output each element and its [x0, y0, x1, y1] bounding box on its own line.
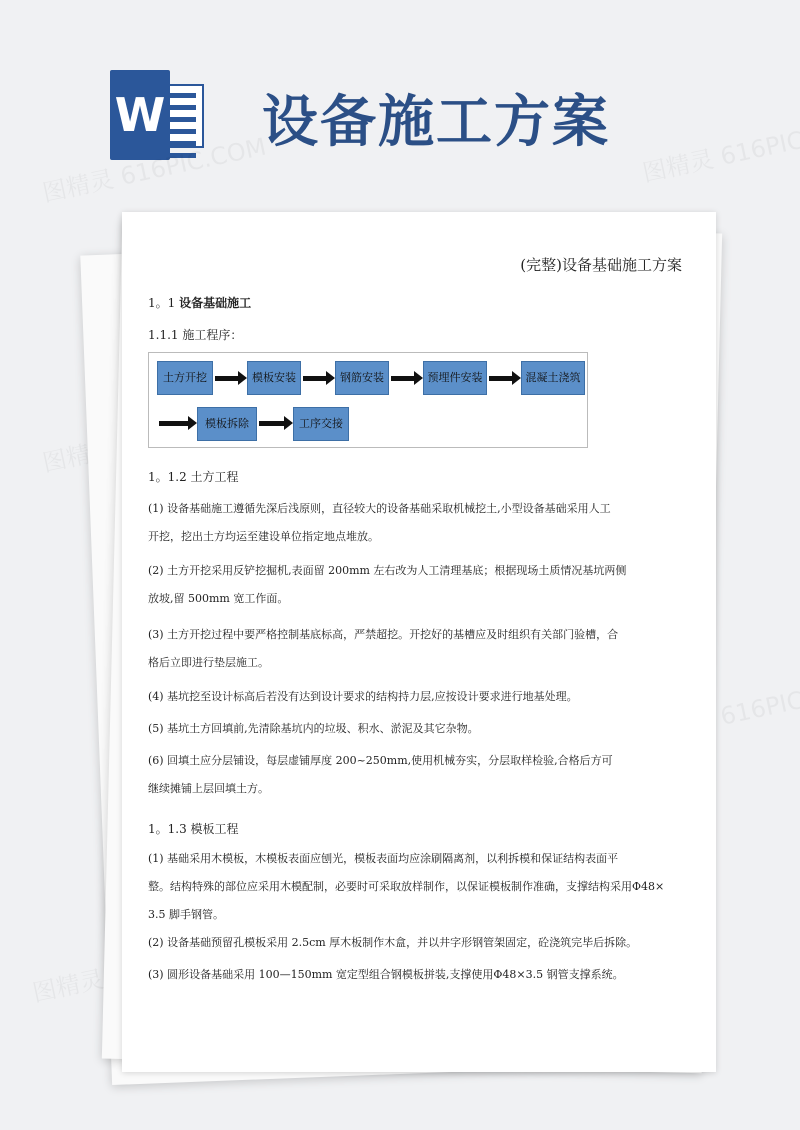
arrow-icon: [391, 376, 415, 381]
paragraph-q3: (3) 圆形设备基础采用 100—150mm 宽定型组合钢模板拼装,支撑使用Φ48×3.5 钢管支撑系统。: [148, 968, 624, 981]
arrow-icon: [303, 376, 327, 381]
arrow-icon: [215, 376, 239, 381]
flow-step: 混凝土浇筑: [521, 361, 585, 395]
paragraph-q2: (2) 设备基础预留孔模板采用 2.5cm 厚木板制作木盒，并以井字形钢管架固定，砼浇筑完毕后拆除。: [148, 936, 638, 949]
document-title: (完整)设备基础施工方案: [520, 256, 682, 274]
section-heading-1-1: 1。1 设备基础施工: [148, 296, 252, 310]
flow-step: 预埋件安装: [423, 361, 487, 395]
paragraph-2: (2) 土方开挖采用反铲挖掘机,表面留 200mm 左右改为人工清理基底；根据现场土质情况基坑两侧 放坡,留 500mm 宽工作面。: [148, 564, 627, 605]
flow-step: 模板拆除: [197, 407, 257, 441]
section-heading-1-1-2: 1。1.2 土方工程: [148, 470, 239, 484]
section-heading-1-1-1: 1.1.1 施工程序：: [148, 328, 243, 342]
flow-step: 工序交接: [293, 407, 349, 441]
flow-step: 土方开挖: [157, 361, 213, 395]
section-heading-1-1-3: 1。1.3 模板工程: [148, 822, 239, 836]
word-icon: [110, 70, 210, 160]
arrow-icon: [489, 376, 513, 381]
arrow-icon: [259, 421, 285, 426]
paragraph-3: (3) 土方开挖过程中要严格控制基底标高，严禁超挖。开挖好的基槽应及时组织有关部门验槽，合 格后立即进行垫层施工。: [148, 628, 619, 669]
flow-step: 模板安装: [247, 361, 301, 395]
banner: [0, 0, 800, 200]
paragraph-5: (5) 基坑土方回填前,先清除基坑内的垃圾、积水、淤泥及其它杂物。: [148, 722, 479, 735]
banner-title: 设备施工方案: [262, 90, 610, 155]
paragraph-4: (4) 基坑挖至设计标高后若没有达到设计要求的结构持力层,应按设计要求进行地基处理。: [148, 690, 578, 703]
construction-flowchart: [148, 352, 588, 448]
document-page: [122, 212, 716, 1072]
paragraph-q1: (1) 基础采用木模板，木模板表面应刨光，模板表面均应涂刷隔离剂，以利拆模和保证结构表面平 整。结构特殊的部位应采用木模配制，必要时可采取放样制作，以保证模板制作准确，支撑结构采用Φ48× 3.5 脚手钢管。: [148, 852, 665, 921]
paragraph-1: (1) 设备基础施工遵循先深后浅原则，直径较大的设备基础采取机械挖土,小型设备基础采用人工 开挖，挖出土方均运至建设单位指定地点堆放。: [148, 502, 611, 543]
word-logo-letter: W: [110, 70, 170, 160]
flow-step: 钢筋安装: [335, 361, 389, 395]
arrow-icon: [159, 421, 189, 426]
paragraph-6: (6) 回填土应分层铺设，每层虚铺厚度 200~250mm,使用机械夯实，分层取样检验,合格后方可 继续摊铺上层回填土方。: [148, 754, 613, 795]
